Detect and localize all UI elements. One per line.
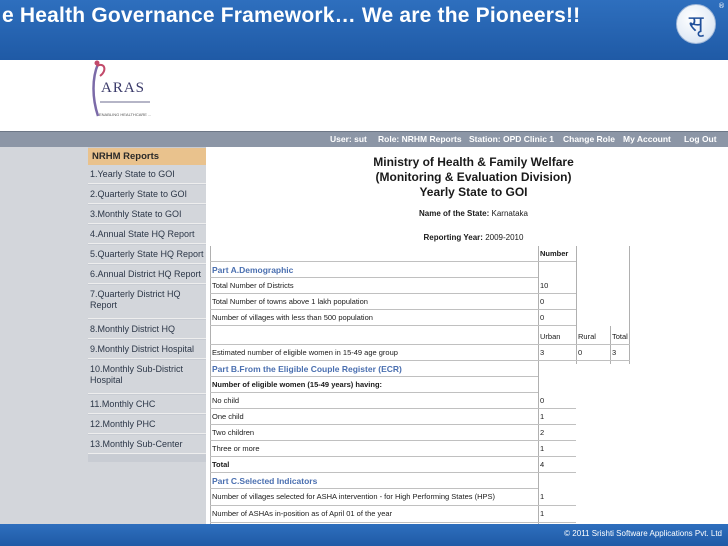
having-heading: Number of eligible women (15-49 years) having: [210, 377, 538, 393]
sidebar-item-yearly-state[interactable]: 1.Yearly State to GOI [88, 165, 206, 184]
report-title [206, 155, 728, 200]
sidebar-item-monthly-district-hospital[interactable]: 9.Monthly District Hospital [88, 340, 206, 359]
state-line [206, 209, 728, 218]
number-header: Number [538, 246, 576, 262]
report-table [210, 246, 630, 524]
logo-word: ARAS [101, 80, 146, 96]
my-account-link[interactable]: My Account [623, 134, 671, 144]
eligible-women-total: 3 [610, 345, 630, 361]
footer-copyright: © 2011 Srishti Software Applications Pvt. Ltd [564, 529, 722, 538]
slide-header [0, 0, 728, 60]
brand-logo-icon: सृ [676, 4, 716, 44]
two-children-label: Two children [210, 425, 538, 441]
slide-title: e Health Governance Framework… We are the Pioneers!! [2, 4, 581, 27]
one-child-label: One child [210, 409, 538, 425]
sidebar-item-monthly-phc[interactable]: 12.Monthly PHC [88, 415, 206, 434]
table-header-blank [210, 246, 538, 262]
villages-asha-label: Number of villages selected for ASHA intervention - for High Performing States (HPS) [210, 489, 538, 506]
sidebar-item-annual-district-hq[interactable]: 6.Annual District HQ Report [88, 265, 206, 284]
three-more-value: 1 [538, 441, 576, 457]
nav-user: User: sut [330, 134, 367, 144]
paras-logo [88, 58, 168, 130]
sidebar [88, 147, 206, 462]
ashas-value: 1 [538, 506, 576, 523]
sidebar-item-monthly-chc[interactable]: 11.Monthly CHC [88, 395, 206, 414]
eligible-women-label: Estimated number of eligible women in 15-49 age group [210, 345, 538, 361]
state-label: Name of the State: [419, 209, 490, 218]
logo-tagline: ENABLING HEALTHCARE ... [99, 112, 152, 117]
villages-less-value: 0 [538, 310, 576, 326]
sidebar-item-monthly-sub-center[interactable]: 13.Monthly Sub-Center [88, 435, 206, 454]
nav-role: Role: NRHM Reports [378, 134, 462, 144]
report-title-division: (Monitoring & Evaluation Division) [375, 170, 572, 184]
part-c-heading: Part C.Selected Indicators [210, 473, 538, 489]
sidebar-item-monthly-state[interactable]: 3.Monthly State to GOI [88, 205, 206, 224]
villages-less-label: Number of villages with less than 500 population [210, 310, 538, 326]
year-label: Reporting Year: [423, 233, 483, 242]
towns-above-value: 0 [538, 294, 576, 310]
one-child-value: 1 [538, 409, 576, 425]
eligible-women-rural: 0 [576, 345, 610, 361]
year-value: 2009-2010 [485, 233, 524, 242]
report-title-ministry: Ministry of Health & Family Welfare [373, 155, 574, 169]
three-more-label: Three or more [210, 441, 538, 457]
sidebar-item-monthly-sub-district-hospital[interactable]: 10.Monthly Sub-District Hospital [88, 360, 206, 394]
no-child-value: 0 [538, 393, 576, 409]
sidebar-header: NRHM Reports [88, 148, 206, 165]
total-value: 4 [538, 457, 576, 473]
sidebar-item-annual-state-hq[interactable]: 4.Annual State HQ Report [88, 225, 206, 244]
change-role-link[interactable]: Change Role [563, 134, 615, 144]
total-header: Total [610, 329, 630, 345]
part-a-heading: Part A.Demographic [210, 262, 538, 278]
total-districts-value: 10 [538, 278, 576, 294]
sidebar-item-monthly-district-hq[interactable]: 8.Monthly District HQ [88, 320, 206, 339]
urban-rural-blank [210, 326, 538, 345]
villages-asha-value: 1 [538, 489, 576, 506]
slide-footer [0, 524, 728, 546]
nav-station: Station: OPD Clinic 1 [469, 134, 555, 144]
total-districts-label: Total Number of Districts [210, 278, 538, 294]
registered-mark: ® [718, 2, 725, 10]
logout-link[interactable]: Log Out [684, 134, 717, 144]
towns-above-label: Total Number of towns above 1 lakh population [210, 294, 538, 310]
no-child-label: No child [210, 393, 538, 409]
top-nav-bar [0, 131, 728, 147]
report-title-type: Yearly State to GOI [419, 185, 528, 199]
state-value: Karnataka [491, 209, 528, 218]
year-line [206, 233, 728, 242]
eligible-women-urban: 3 [538, 345, 576, 361]
urban-header: Urban [538, 329, 576, 345]
sidebar-item-quarterly-state[interactable]: 2.Quarterly State to GOI [88, 185, 206, 204]
part-b-heading: Part B.From the Eligible Couple Register (ECR) [210, 361, 538, 377]
two-children-value: 2 [538, 425, 576, 441]
ashas-label: Number of ASHAs in-position as of April 01 of the year [210, 506, 538, 523]
rural-header: Rural [576, 329, 610, 345]
total-label: Total [210, 457, 538, 473]
sidebar-item-quarterly-state-hq[interactable]: 5.Quarterly State HQ Report [88, 245, 206, 264]
sidebar-item-quarterly-district-hq[interactable]: 7.Quarterly District HQ Report [88, 285, 206, 319]
